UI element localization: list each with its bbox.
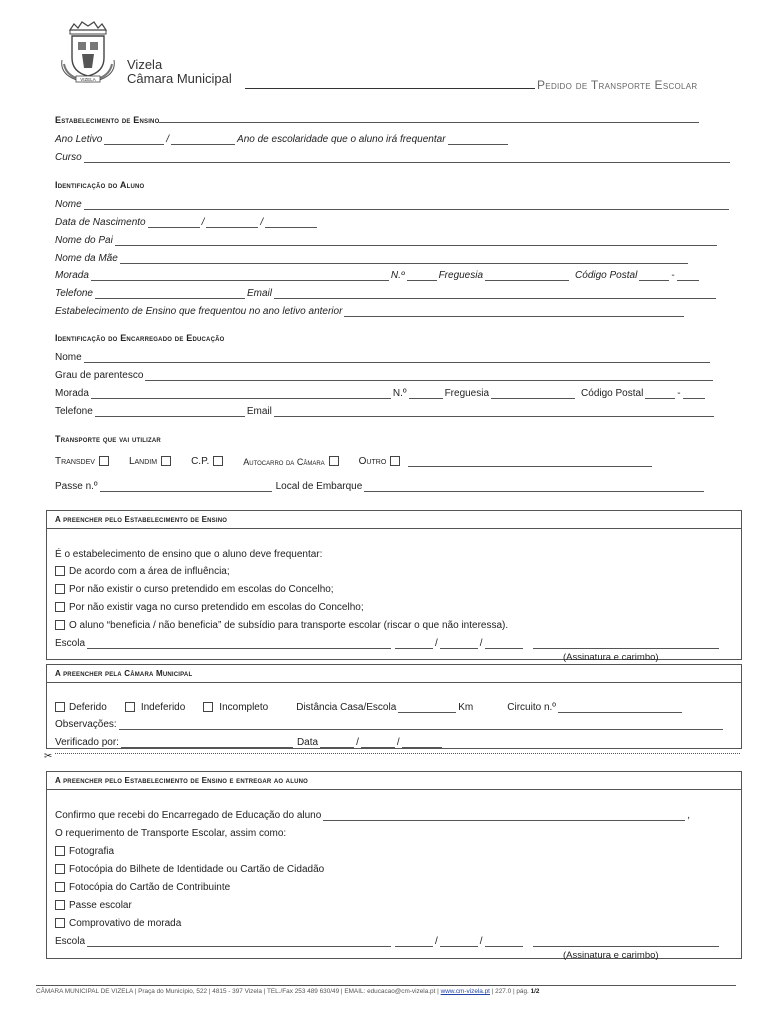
section-student-title: Identificação do Aluno	[55, 180, 145, 190]
circuit-number-field[interactable]	[558, 702, 682, 713]
guardian-postal-code-field[interactable]	[645, 388, 675, 399]
guardian-postal-suffix-field[interactable]	[683, 388, 705, 399]
school-fill-box	[46, 510, 742, 663]
student-door-number-field[interactable]	[407, 270, 437, 281]
row-previous-school: Estabelecimento de Ensino que frequentou no ano letivo anterior	[55, 303, 686, 317]
student-email-field[interactable]	[274, 288, 716, 299]
receipt-signature-row: Escola / /	[55, 933, 721, 947]
guardian-phone-field[interactable]	[95, 406, 245, 417]
indeferido-checkbox[interactable]	[125, 702, 135, 712]
outro-field[interactable]	[408, 456, 652, 467]
scissors-icon: ✂	[44, 751, 53, 762]
receipt-item-5: Comprovativo de morada	[55, 915, 181, 929]
page-number: 1/2	[530, 988, 540, 995]
verified-by-field[interactable]	[121, 737, 293, 748]
observations-field[interactable]	[119, 719, 723, 730]
receipt-date-day-field[interactable]	[395, 936, 433, 947]
row-guardian-relationship: Grau de parentesco	[55, 367, 715, 381]
school-date-year-field[interactable]	[485, 638, 523, 649]
student-phone-field[interactable]	[95, 288, 245, 299]
previous-school-field[interactable]	[344, 306, 684, 317]
receipt-box	[46, 771, 742, 959]
incompleto-checkbox[interactable]	[203, 702, 213, 712]
council-date-month-field[interactable]	[361, 737, 395, 748]
receipt-date-month-field[interactable]	[440, 936, 478, 947]
school-option-4: O aluno “beneficia / não beneficia” de subsídio para transporte escolar (riscar o que não interessa).	[55, 617, 508, 631]
student-postal-code-field[interactable]	[639, 270, 669, 281]
receipt-box-title: A preencher pelo Estabelecimento de Ensino e entregar ao aluno	[47, 772, 741, 790]
area-influencia-checkbox[interactable]	[55, 566, 65, 576]
outro-checkbox[interactable]	[390, 456, 400, 466]
row-guardian-contacts: Telefone Email	[55, 403, 716, 417]
receipt-item-3: Fotocópia do Cartão de Contribuinte	[55, 879, 230, 893]
birth-year-field[interactable]	[265, 217, 317, 228]
distance-field[interactable]	[398, 702, 456, 713]
guardian-address-field[interactable]	[91, 388, 391, 399]
guardian-door-number-field[interactable]	[409, 388, 443, 399]
receipt-school-field[interactable]	[87, 936, 391, 947]
municipality-name: Vizela Câmara Municipal	[127, 57, 232, 86]
ano-escolaridade-field[interactable]	[448, 134, 508, 145]
cp-checkbox[interactable]	[213, 456, 223, 466]
row-student-address: Morada N.º Freguesia Código Postal -	[55, 267, 701, 281]
student-parish-field[interactable]	[485, 270, 569, 281]
row-student-name: Nome	[55, 196, 731, 210]
row-mother-name: Nome da Mãe	[55, 250, 690, 264]
birth-month-field[interactable]	[206, 217, 258, 228]
receipt-item-1: Fotografia	[55, 843, 114, 857]
row-guardian-address: Morada N.º Freguesia Código Postal -	[55, 385, 707, 399]
council-decision-row: Deferido Indeferido Incompleto Distância Casa/Escola Km Circuito n.º	[55, 699, 684, 713]
school-pass-checkbox[interactable]	[55, 900, 65, 910]
guardian-parish-field[interactable]	[491, 388, 575, 399]
no-vacancy-checkbox[interactable]	[55, 602, 65, 612]
address-proof-checkbox[interactable]	[55, 918, 65, 928]
ano-letivo-start-field[interactable]	[104, 134, 164, 145]
receipt-item-2: Fotocópia do Bilhete de Identidade ou Cartão de Cidadão	[55, 861, 324, 875]
municipal-crest-icon	[56, 20, 120, 84]
ano-letivo-end-field[interactable]	[171, 134, 235, 145]
receipt-signature-field[interactable]	[533, 936, 719, 947]
section-guardian-title: Identificação do Encarregado de Educação	[55, 333, 225, 343]
autocarro-camara-checkbox[interactable]	[329, 456, 339, 466]
school-question: É o estabelecimento de ensino que o aluno deve frequentar:	[55, 549, 323, 560]
father-name-field[interactable]	[115, 235, 717, 246]
guardian-email-field[interactable]	[274, 406, 714, 417]
receipt-confirm-row: Confirmo que recebi do Encarregado de Educação do aluno ,	[55, 810, 691, 821]
receipt-date-year-field[interactable]	[485, 936, 523, 947]
council-fill-box-title: A preencher pela Câmara Municipal	[47, 665, 741, 683]
row-transport-options: Transdev Landim C.P. Autocarro da Câmara Outro	[55, 453, 654, 467]
header-rule	[245, 88, 535, 89]
school-fill-box-title: A preencher pelo Estabelecimento de Ensino	[47, 511, 741, 529]
receipt-signature-caption: (Assinatura e carimbo)	[563, 950, 659, 961]
row-guardian-name: Nome	[55, 349, 712, 363]
no-course-checkbox[interactable]	[55, 584, 65, 594]
receipt-requerimento: O requerimento de Transporte Escolar, assim como:	[55, 828, 287, 839]
school-date-day-field[interactable]	[395, 638, 433, 649]
receipt-student-name-field[interactable]	[323, 810, 685, 821]
council-observations-row: Observações:	[55, 716, 725, 730]
guardian-relationship-field[interactable]	[145, 370, 713, 381]
school-signature-row: Escola / /	[55, 635, 721, 649]
row-ano-letivo: Ano Letivo / Ano de escolaridade que o aluno irá frequentar	[55, 131, 510, 145]
school-date-month-field[interactable]	[440, 638, 478, 649]
id-copy-checkbox[interactable]	[55, 864, 65, 874]
document-title: Pedido de Transporte Escolar	[537, 78, 698, 92]
boarding-location-field[interactable]	[364, 481, 704, 492]
row-curso: Curso	[55, 149, 732, 163]
landim-checkbox[interactable]	[161, 456, 171, 466]
footer: CÂMARA MUNICIPAL DE VIZELA | Praça do Município, 522 | 4815 - 397 Vizela | TEL./Fax 253 489 630/49 | EMAIL: educacao@cm-vizela.pt | www.cm-vizela.pt | 227.0 | pág. 1/2	[36, 988, 540, 995]
taxpayer-copy-checkbox[interactable]	[55, 882, 65, 892]
council-date-day-field[interactable]	[320, 737, 354, 748]
school-signature-field[interactable]	[533, 638, 719, 649]
section-transport-title: Transporte que vai utilizar	[55, 434, 161, 444]
row-passe: Passe n.º Local de Embarque	[55, 478, 706, 492]
deferido-checkbox[interactable]	[55, 702, 65, 712]
cut-line	[46, 753, 740, 754]
school-name-field[interactable]	[87, 638, 391, 649]
school-option-3: Por não existir vaga no curso pretendido em escolas do Concelho;	[55, 599, 364, 613]
svg-text:VIZELA: VIZELA	[80, 77, 96, 82]
receipt-item-4: Passe escolar	[55, 897, 132, 911]
row-birthdate: Data de Nascimento / /	[55, 214, 319, 228]
website-link[interactable]: www.cm-vizela.pt	[440, 988, 490, 995]
mother-name-field[interactable]	[120, 253, 688, 264]
school-option-2: Por não existir o curso pretendido em escolas do Concelho;	[55, 581, 334, 595]
row-father-name: Nome do Pai	[55, 232, 719, 246]
student-address-field[interactable]	[91, 270, 389, 281]
guardian-name-field[interactable]	[84, 352, 710, 363]
school-option-1: De acordo com a área de influência;	[55, 563, 230, 577]
council-fill-box	[46, 664, 742, 749]
section-school-title: Estabelecimento de Ensino	[55, 114, 701, 125]
footer-rule	[36, 985, 736, 986]
birth-day-field[interactable]	[148, 217, 200, 228]
photo-checkbox[interactable]	[55, 846, 65, 856]
passe-number-field[interactable]	[100, 481, 272, 492]
school-signature-caption: (Assinatura e carimbo)	[563, 652, 659, 663]
council-verified-row: Verificado por: Data / /	[55, 734, 444, 748]
row-student-contacts: Telefone Email	[55, 285, 718, 299]
transdev-checkbox[interactable]	[99, 456, 109, 466]
council-date-year-field[interactable]	[402, 737, 442, 748]
student-postal-suffix-field[interactable]	[677, 270, 699, 281]
student-name-field[interactable]	[84, 199, 729, 210]
subsidy-checkbox[interactable]	[55, 620, 65, 630]
curso-field[interactable]	[84, 152, 730, 163]
